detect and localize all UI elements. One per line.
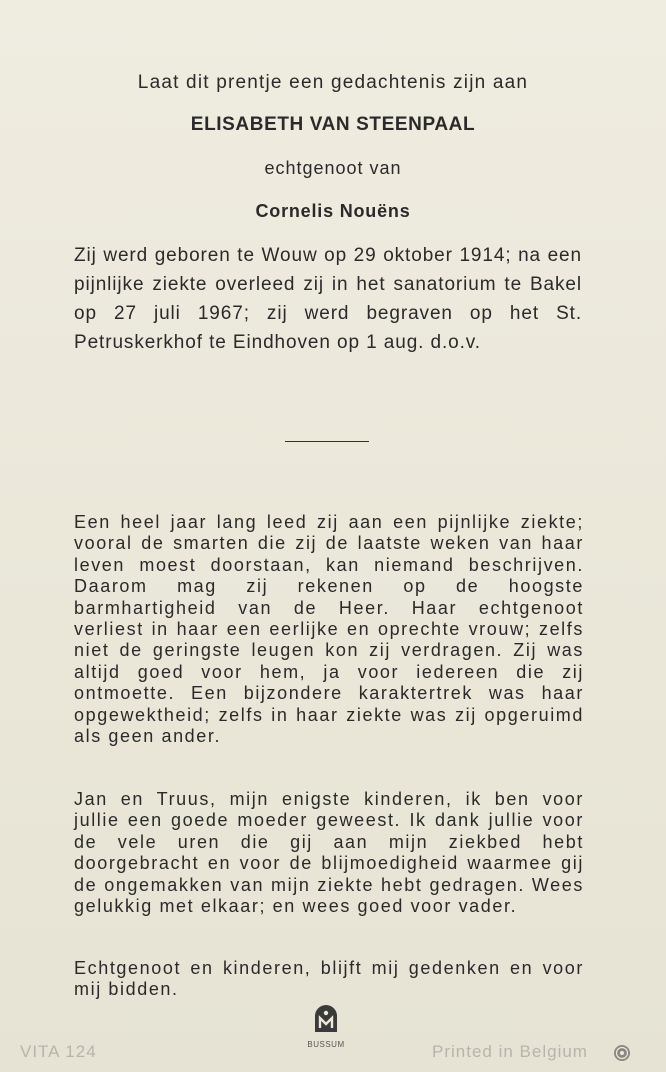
seal-icon <box>613 1044 631 1062</box>
divider-line <box>285 441 369 442</box>
biography-paragraph: Zij werd geboren te Wouw op 29 oktober 1914; na een pijnlijke ziekte overleed zij in het sanatorium te Bakel op 27 juli 1967; zij werd begraven op het St. Petruskerkhof te Eindhoven op 1 aug. d.o.v. <box>74 245 582 353</box>
paragraph-prayer: Echtgenoot en kinderen, blijft mij gedenken en voor mij bidden. <box>74 958 584 1000</box>
paragraph-life: Een heel jaar lang leed zij aan een pijnlijke ziekte; vooral de smarten die zij de laatste weken van haar leven moest doorstaan, kan niemand beschrijven. Daarom mag zij rekenen op de hoogste barmhartigheid van de Heer. Haar echtgenoot verliest in haar een eerlijke en oprechte vrouw; zelfs niet de geringste leugen kon zij verdragen. Zij was altijd goed voor hem, ja voor iedereen die zij ontmoette. Een bijzondere karaktertrek was haar opgewektheid; zelfs in haar ziekte was zij opgeruimd als geen ander. <box>74 512 584 747</box>
spouse-intro: echtgenoot van <box>264 158 402 178</box>
paragraph-children: Jan en Truus, mijn enigste kinderen, ik ben voor jullie een goede moeder geweest. Ik dank jullie voor de vele uren die gij aan mijn ziekbed hebt doorgebracht en voor de blijmoedigheid waarmee gij de ongemakken van mijn ziekte hebt gedragen. Wees gelukkig met elkaar; en wees goed voor vader. <box>74 789 584 917</box>
publisher-logo <box>305 1004 347 1049</box>
publisher-name: BUSSUM <box>307 1040 345 1049</box>
printed-in: Printed in Belgium <box>432 1042 588 1061</box>
intro-line: Laat dit prentje een gedachtenis zijn aan <box>137 72 529 93</box>
deceased-name: ELISABETH VAN STEENPAAL <box>190 114 476 135</box>
series-number: VITA 124 <box>20 1042 97 1061</box>
spouse-name: Cornelis Nouëns <box>255 201 411 221</box>
mondial-logo-icon <box>312 1004 340 1034</box>
